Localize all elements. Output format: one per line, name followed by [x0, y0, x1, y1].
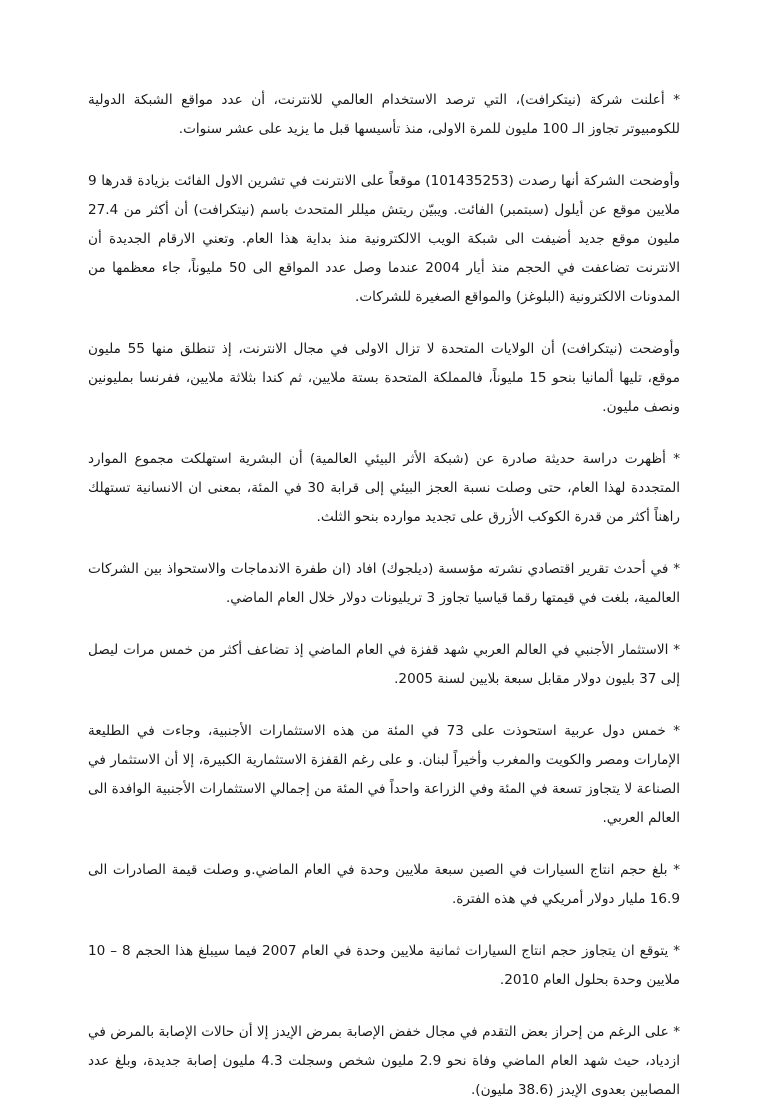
paragraph-five-arab-countries-investment: * خمس دول عربية استحوذت على 73 في المئة من هذه الاستثمارات الأجنبية، وجاءت في الطليعة الإمارات ومصر والكويت والمغرب وأخيراً لبنان. و على رغم القفزة الاستثمارية الكبيرة، إلا أن الاستثمار في الصناعة لا يتجاوز تسعة في المئة وفي الزراعة واحداً في المئة من إجمالي الاستثمارات الأجنبية الوافدة الى العالم العربي. — [88, 723, 680, 826]
paragraph-countries-ranking: وأوضحت (نيتكرافت) أن الولايات المتحدة لا تزال الاولى في مجال الانترنت، إذ تنطلق منها 55 مليون موقع، تليها ألمانيا بنحو 15 مليوناً، فالمملكة المتحدة بستة ملايين، ثم كندا بثلاثة ملايين، ففرنسا بمليونين ونصف مليون. — [88, 341, 681, 415]
paragraph-internet-sites-100-million: * أعلنت شركة (نيتكرافت)، التي ترصد الاستخدام العالمي للانترنت، أن عدد مواقع الشبكة الدولية للكومبيوتر تجاوز الـ 100 مليون للمرة الاولى، منذ تأسيسها قبل ما يزيد على عشر سنوات. — [88, 92, 680, 137]
paragraph-mergers-acquisitions: * في أحدث تقرير اقتصادي نشرته مؤسسة (ديلجوك) افاد (ان طفرة الاندماجات والاستحواذ بين الشركات العالمية، بلغت في قيمتها رقما قياسيا تجاوز 3 تريليونات دولار خلال العام الماضي. — [88, 561, 680, 606]
paragraph-aids-statistics: * على الرغم من إحراز بعض التقدم في مجال خفض الإصابة بمرض الإيدز إلا أن حالات الإصابة بالمرض في ازدياد، حيث شهد العام الماضي وفاة نحو 2.9 مليون شخص وسجلت 4.3 مليون إصابة جديدة، وبلغ عدد المصابين بعدوى الإيدز (38.6 مليون). — [88, 1024, 680, 1098]
paragraph-china-car-production: * بلغ حجم انتاج السيارات في الصين سبعة ملايين وحدة في العام الماضي.و وصلت قيمة الصادرات الى 16.9 مليار دولار أمريكي في هذه الفترة. — [88, 862, 680, 907]
paragraph-ecological-footprint: * أظهرت دراسة حديثة صادرة عن (شبكة الأثر البيئي العالمية) أن البشرية استهلكت مجموع الموارد المتجددة لهذا العام، حتى وصلت نسبة العجز البيئي إلى قرابة 30 في المئة، بمعنى ان الانسانية تستهلك راهناً أكثر من قدرة الكوكب الأزرق على تجديد موارده بنحو الثلث. — [88, 451, 680, 525]
paragraph-foreign-investment-arab-world: * الاستثمار الأجنبي في العالم العربي شهد قفزة في العام الماضي إذ تضاعف أكثر من خمس مرات ليصل إلى 37 بليون دولار مقابل سبعة بلايين لسنة 2005. — [88, 642, 680, 687]
paragraph-netcraft-growth-details: وأوضحت الشركة أنها رصدت (101435253) موقعاً على الانترنت في تشرين الاول الفائت بزيادة قدرها 9 ملايين موقع عن أيلول (سبتمبر) الفائت. ويبيّن ريتش ميللر المتحدث باسم (نيتكرافت) أن أكثر من 27.4 مليون موقع جديد أضيفت الى شبكة الويب الالكترونية منذ بداية هذا العام. وتعني الارقام الجديدة أن الانترنت تضاعفت في الحجم منذ أيار 2004 عندما وصل عدد المواقع الى 50 مليوناً، جاء معظمها من المدونات الالكترونية (البلوغز) والمواقع الصغيرة للشركات. — [88, 173, 680, 305]
paragraph-car-production-forecast: * يتوقع ان يتجاوز حجم انتاج السيارات ثمانية ملايين وحدة في العام 2007 فيما سيبلغ هذا الحجم 8 – 10 ملايين وحدة بحلول العام 2010. — [88, 943, 680, 988]
